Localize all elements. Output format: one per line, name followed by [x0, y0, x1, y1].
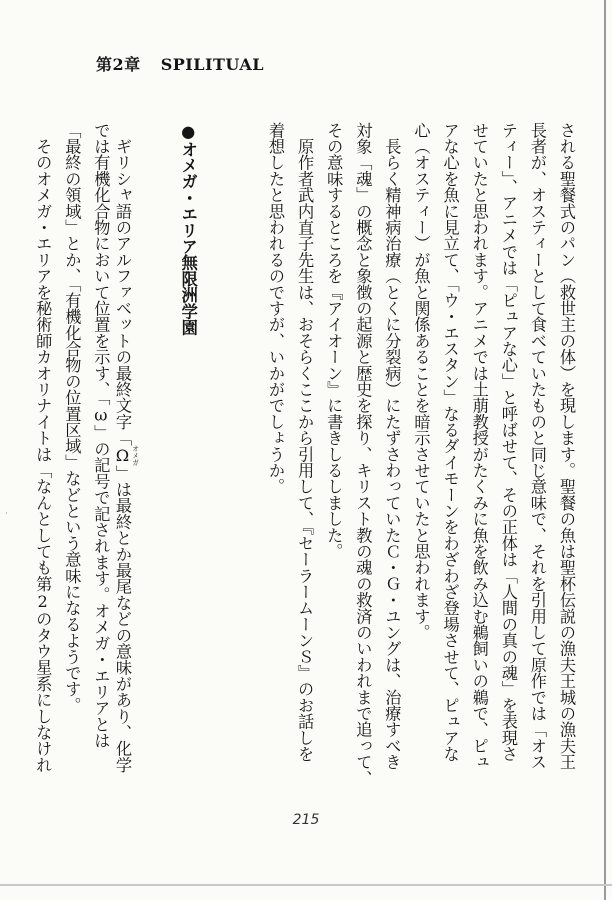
text-column: 対象「魂」の概念と象徴の起源と歴史を探り、キリスト教の魂の救済のいわれまで追って、 [353, 122, 373, 787]
text-column: そのオメガ・エリアを秘術師カオリナイトは「なんとしても第2のタウ星系にしなけれ [33, 122, 53, 773]
text-column: せていたと思われます。アニメでは土萠教授がたくみに魚を飲み込む鵜飼いの鵜で、ピュ [469, 122, 489, 770]
page-bottom-edge [0, 884, 612, 886]
text-column: ティー」、アニメでは「ピュアな心」と呼ばせて、その正体は「人間の真の魂」を表現さ [498, 122, 518, 762]
text-column: ギリシャ語のアルファベットの最終文字「Ω オメガ」は最終とか最尾などの意味があり、化学 [113, 122, 140, 773]
omega-ruby: Ω オメガ [113, 445, 140, 466]
text-column: 原作者武内直子先生は、おそらくここから引用して、『セーラームーンＳ』のお話しを [295, 122, 315, 762]
text-column: 心（オスティー）が魚と関係あることを暗示させていたと思われます。 [411, 122, 431, 641]
chapter-title: SPILITUAL [160, 55, 265, 74]
chapter-number: 第2章 [96, 55, 141, 74]
text-column: では有機化合物において位置を示す、「ω」の記号で記されます。オメガ・エリアとは [91, 122, 111, 749]
running-header [96, 52, 264, 75]
page-edge [604, 0, 606, 900]
page-number: 215 [292, 812, 320, 828]
ruby-reading: オメガ [131, 445, 140, 466]
text-column: 長らく精神病治療（とくに分裂病）にたずさわっていたＣ・Ｇ・ユングは、治療すべき [382, 122, 402, 770]
text-column: 長者が、オスティーとして食べていたものと同じ意味で、それを引用して原作では「オス [527, 122, 547, 770]
text-column: 着想したと思われるのですが、いかがでしょうか。 [266, 122, 285, 495]
text-column: 「最終の領域」とか、「有機化合物の位置区域」などという意味になるようです。 [62, 122, 82, 714]
text-column: アな心を魚に見立て、「ウ・エスタン」なるダイモーンをわざわざ登場させて、ピュアな [440, 122, 460, 762]
scan-mark: ˙ [4, 512, 9, 523]
text-column: その意味するところを『アイオーン』に書きしるしました。 [324, 122, 344, 560]
text-column: される聖餐式のパン（救世主の体）を現します。聖餐の魚は聖杯伝説の漁夫王城の漁夫王 [557, 122, 576, 770]
section-heading: ●オメガ・エリア無限洲学園 [178, 122, 198, 336]
